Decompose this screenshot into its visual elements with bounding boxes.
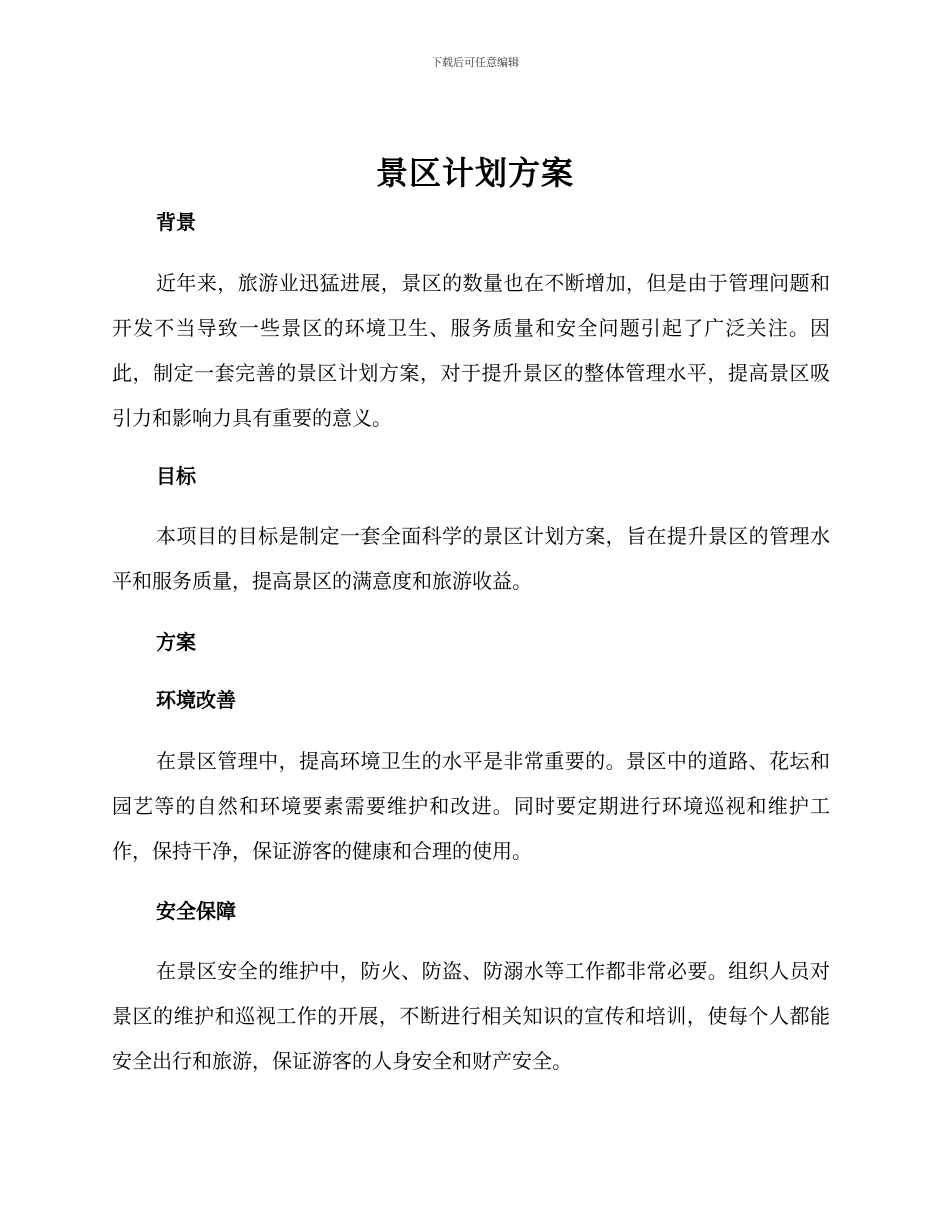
heading-plan: 方案 — [156, 630, 196, 654]
paragraph-environment: 在景区管理中，提高环境卫生的水平是非常重要的。景区中的道路、花坛和园艺等的自然和环境要素需要维护和改进。同时要定期进行环境巡视和维护工作，保持干净，保证游客的健康和合理的使用。 — [112, 749, 830, 863]
header-note: 下载后可任意编辑 — [431, 56, 519, 69]
heading-safety: 安全保障 — [156, 899, 236, 923]
heading-goal: 目标 — [156, 464, 196, 488]
document-title: 景区计划方案 — [375, 154, 574, 192]
heading-background: 背景 — [156, 210, 196, 234]
document-body — [112, 206, 830, 1084]
paragraph-background: 近年来，旅游业迅猛进展，景区的数量也在不断增加，但是由于管理问题和开发不当导致一些景区的环境卫生、服务质量和安全问题引起了广泛关注。因此，制定一套完善的景区计划方案，对于提升景区的整体管理水平，提高景区吸引力和影响力具有重要的意义。 — [112, 271, 830, 430]
paragraph-goal: 本项目的目标是制定一套全面科学的景区计划方案，旨在提升景区的管理水平和服务质量，提高景区的满意度和旅游收益。 — [112, 524, 830, 593]
paragraph-safety: 在景区安全的维护中，防火、防盗、防溺水等工作都非常必要。组织人员对景区的维护和巡视工作的开展，不断进行相关知识的宣传和培训，使每个人都能安全出行和旅游，保证游客的人身安全和财产安全。 — [112, 959, 830, 1073]
heading-environment: 环境改善 — [156, 688, 236, 712]
